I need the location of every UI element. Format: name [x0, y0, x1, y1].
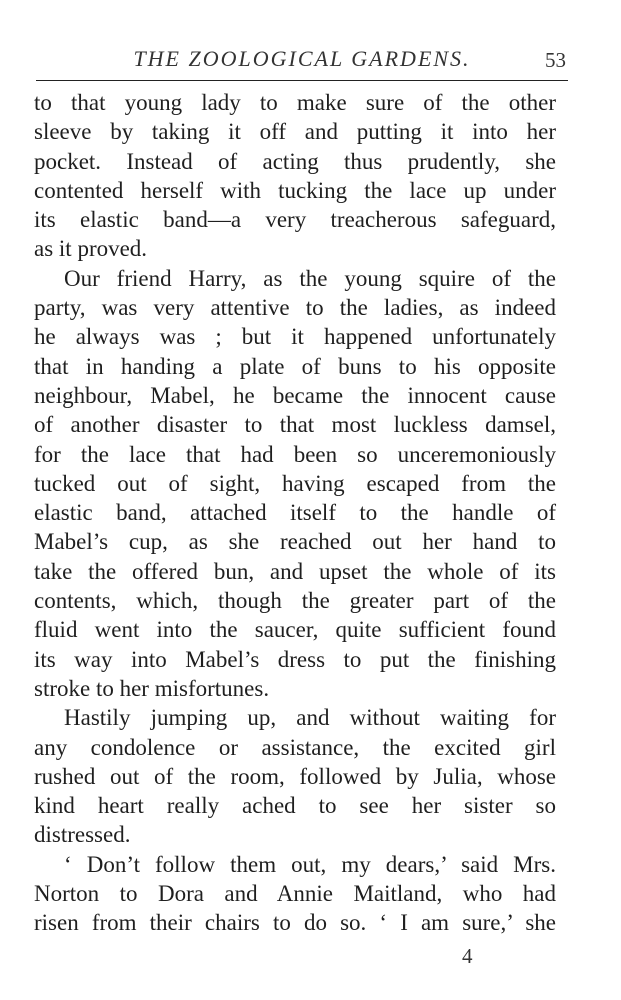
text-line: any condolence or assistance, the excited girl [34, 734, 556, 760]
text-line: for the lace that had been so unceremoniously [34, 441, 556, 467]
text-line: tucked out of sight, having escaped from the [34, 470, 556, 496]
paragraph-start-line: ‘ Don’t follow them out, my dears,’ said Mrs. [64, 851, 556, 877]
text-line: take the offered bun, and upset the whole of its [34, 558, 556, 584]
text-line: contents, which, though the greater part of the [34, 588, 556, 614]
text-line: sleeve by taking it off and putting it into her [34, 119, 556, 145]
text-line: Mabel’s cup, as she reached out her hand to [34, 529, 556, 555]
text-line: as it proved. [34, 236, 148, 262]
text-line: stroke to her misfortunes. [34, 675, 270, 701]
text-line: of another disaster to that most luckless damsel, [34, 412, 556, 438]
text-line: he always was ; but it happened unfortunately [34, 324, 556, 350]
text-line: contented herself with tucking the lace up under [34, 177, 556, 203]
page-number: 53 [545, 48, 566, 72]
paragraph-start-line: Hastily jumping up, and without waiting for [64, 705, 556, 731]
text-line: risen from their chairs to do so. ‘ I am sure,’ she [34, 910, 556, 936]
signature-mark: 4 [462, 944, 473, 968]
text-line: distressed. [34, 822, 131, 848]
text-line: its elastic band—a very treacherous safeguard, [34, 207, 556, 233]
text-line: kind heart really ached to see her sister so [34, 793, 556, 819]
text-line: to that young lady to make sure of the other [34, 90, 556, 115]
paragraph-start-line: Our friend Harry, as the young squire of the [64, 265, 556, 291]
text-line: elastic band, attached itself to the handle of [34, 500, 556, 526]
text-line: Norton to Dora and Annie Maitland, who had [34, 881, 556, 907]
running-title: THE ZOOLOGICAL GARDENS. [133, 46, 471, 71]
text-line: that in handing a plate of buns to his opposite [34, 353, 556, 379]
body-text [34, 88, 556, 938]
text-line: party, was very attentive to the ladies, as indeed [34, 295, 556, 321]
text-line: fluid went into the saucer, quite sufficient found [34, 617, 556, 643]
header-rule [36, 80, 568, 81]
text-line: rushed out of the room, followed by Julia, whose [34, 763, 556, 789]
running-head [36, 42, 568, 78]
text-line: neighbour, Mabel, he became the innocent cause [34, 382, 556, 408]
text-line: pocket. Instead of acting thus prudently, she [34, 148, 556, 174]
text-line: its way into Mabel’s dress to put the finishing [34, 646, 556, 672]
